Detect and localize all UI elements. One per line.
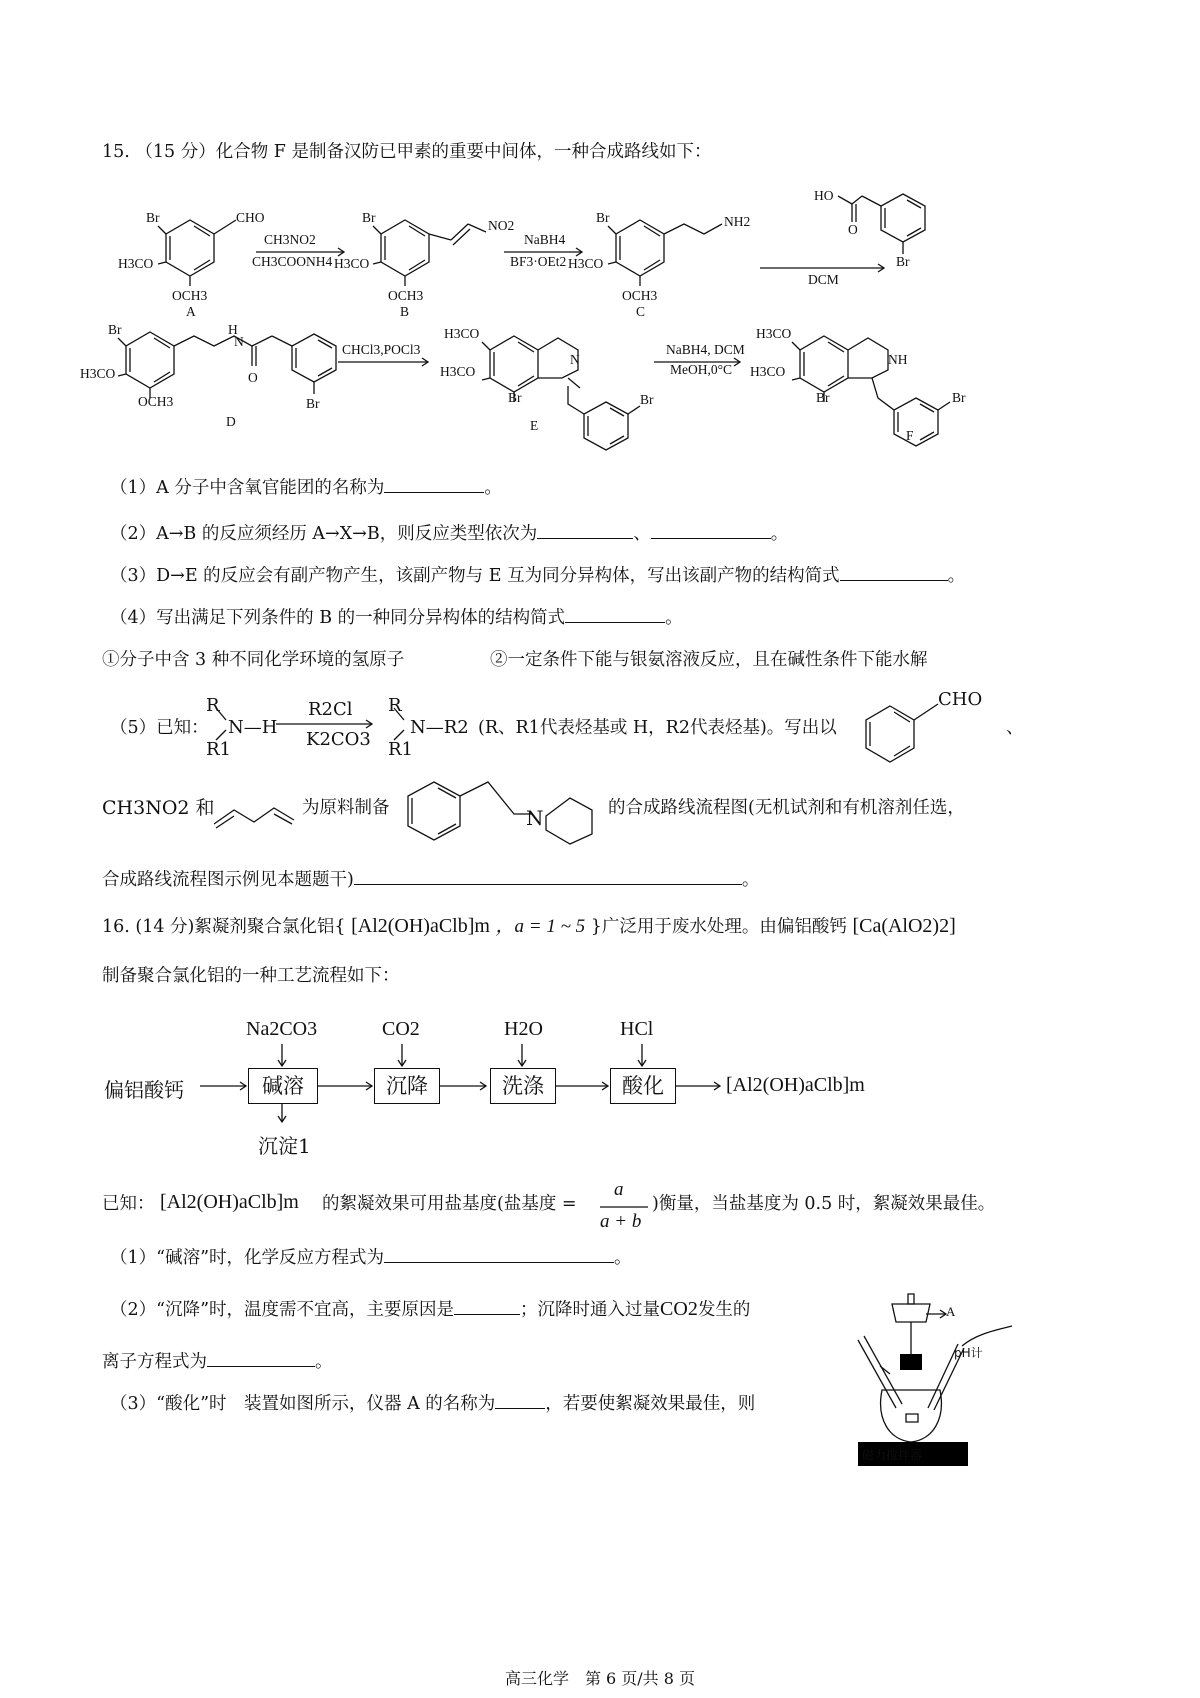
- q16-1: （1）“碱溶”时，化学反应方程式为 。: [110, 1244, 632, 1270]
- q5-line2c: 的合成路线流程图(无机试剂和有机溶剂任选，: [608, 798, 965, 818]
- q5-nh: N—H: [228, 717, 278, 738]
- b-h3co: H3CO: [334, 256, 370, 271]
- reagent-de-top: CHCl3,POCl3: [342, 342, 421, 357]
- label-c: C: [636, 304, 646, 319]
- flow-step-2: 沉降: [374, 1068, 440, 1104]
- c-nh2: NH2: [724, 214, 751, 229]
- q5-line2b: 为原料制备: [302, 798, 390, 818]
- target-structure: [402, 768, 612, 858]
- f-h3co-top: H3CO: [756, 326, 792, 341]
- q16-2: （2）“沉降”时，温度需不宜高，主要原因是 ；沉降时通入过量CO2发生的: [110, 1298, 751, 1320]
- q15-4: （4）写出满足下列条件的 B 的一种同分异构体的结构简式 。: [110, 604, 683, 630]
- c-h3co: H3CO: [568, 256, 604, 271]
- q5-note: (R、R1代表烃基或 H，R2代表烃基)。写出以: [478, 718, 837, 738]
- q5-r-prod: R: [388, 695, 402, 716]
- acid-br: Br: [896, 254, 910, 269]
- q15-5-known: （5）已知：: [110, 718, 209, 738]
- flow-input-2: CO2: [382, 1018, 420, 1040]
- flow-product: [Al2(OH)aClb]m: [726, 1074, 865, 1096]
- q15-cond2: ②一定条件下能与银氨溶液反应，且在碱性条件下能水解: [490, 650, 928, 670]
- e-h3co-top: H3CO: [444, 326, 480, 341]
- q5-r1: R1: [206, 739, 232, 760]
- q5-r1-prod: R1: [388, 739, 414, 760]
- q5-sep: 、: [1006, 718, 1024, 738]
- flow-step-3: 洗涤: [490, 1068, 556, 1104]
- q15-title: 15. （15 分）化合物 F 是制备汉防已甲素的重要中间体，一种合成路线如下：: [102, 142, 712, 162]
- q5-line2a: CH3NO2 和: [102, 797, 215, 819]
- q16-3: （3）“酸化”时 装置如图所示，仪器 A 的名称为 ，若要使絮凝效果最佳，则: [110, 1390, 755, 1416]
- q5-n-prod: N—R2: [410, 717, 469, 738]
- target-n: N: [526, 806, 544, 830]
- q16-frac-num: a: [614, 1179, 624, 1200]
- flow-input-4: HCl: [620, 1018, 654, 1040]
- d-br: Br: [108, 322, 122, 337]
- f-br: Br: [816, 390, 830, 405]
- reagent-cd-bottom: DCM: [808, 272, 839, 287]
- d-n: N: [234, 334, 244, 349]
- q16-known-a: 已知：: [102, 1194, 155, 1214]
- q15-2: （2）A→B 的反应须经历 A→X→B，则反应类型依次为 、 。: [110, 520, 788, 546]
- q16-intro-2: 制备聚合氯化铝的一种工艺流程如下：: [102, 966, 400, 986]
- f-br2: Br: [952, 390, 966, 405]
- a-h3co: H3CO: [118, 256, 154, 271]
- q16-intro: 16. (14 分)絮凝剂聚合氯化铝{ [Al2(OH)aClb]m ，a = 1 ~ 5 }广泛用于废水处理。由偏铝酸钙 [Ca(AlO2)2]: [102, 915, 956, 937]
- q5-reagent-bottom: K2CO3: [306, 729, 371, 750]
- c-br: Br: [596, 210, 610, 225]
- acid-ho: HO: [814, 188, 834, 203]
- label-d: D: [226, 414, 236, 429]
- q16-known-c: )衡量，当盐基度为 0.5 时，絮凝效果最佳。: [652, 1194, 996, 1214]
- e-br2: Br: [640, 392, 654, 407]
- flow-input-1: Na2CO3: [246, 1018, 318, 1040]
- flow-step-4: 酸化: [610, 1068, 676, 1104]
- b-och3: OCH3: [388, 288, 424, 303]
- benzaldehyde-cho: CHO: [938, 689, 983, 710]
- apparatus-drawing: [836, 1290, 1006, 1470]
- flow-input-3: H2O: [504, 1018, 543, 1040]
- a-och3: OCH3: [172, 288, 208, 303]
- q16-2-ionic: 离子方程式为 。: [102, 1348, 333, 1374]
- q5-reagent-top: R2Cl: [308, 699, 353, 720]
- flow-step-1: 碱溶: [248, 1068, 318, 1104]
- reagent-bc-top: NaBH4: [524, 232, 566, 247]
- q16-known-formula: [Al2(OH)aClb]m: [160, 1191, 299, 1213]
- e-h3co: H3CO: [440, 364, 476, 379]
- reagent-ab-bottom: CH3COONH4: [252, 254, 333, 269]
- e-n: N: [570, 352, 580, 367]
- a-cho: CHO: [236, 210, 265, 225]
- d-och3: OCH3: [138, 394, 174, 409]
- apparatus-label-ph: pH计: [954, 1346, 983, 1360]
- page-footer: 高三化学 第 6 页/共 8 页: [504, 1669, 696, 1688]
- flow-start: 偏铝酸钙: [104, 1078, 184, 1102]
- reagent-ef-top: NaBH4, DCM: [666, 342, 745, 357]
- q15-3: （3）D→E 的反应会有副产物产生，该副产物与 E 互为同分异构体，写出该副产物的结构简式 。: [110, 562, 965, 588]
- flow-byproduct: 沉淀1: [258, 1134, 311, 1158]
- q16-known-b: 的絮凝效果可用盐基度(盐基度 =: [322, 1194, 577, 1214]
- apparatus-label-a: A: [946, 1304, 956, 1319]
- c-och3: OCH3: [622, 288, 658, 303]
- label-a: A: [186, 304, 196, 319]
- q15-1: （1）A 分子中含氧官能团的名称为 。: [110, 474, 502, 500]
- q5-line3: 合成路线流程图示例见本题题干) 。: [102, 866, 759, 892]
- q16-frac-den: a + b: [600, 1211, 642, 1232]
- d-h: H: [228, 322, 238, 337]
- d-h3co: H3CO: [80, 366, 116, 381]
- butadiene-structure: [210, 792, 300, 832]
- b-br: Br: [362, 210, 376, 225]
- label-f: F: [906, 428, 914, 443]
- d-br2: Br: [306, 396, 320, 411]
- reagent-ab-top: CH3NO2: [264, 232, 316, 247]
- label-b: B: [400, 304, 410, 319]
- e-br: Br: [508, 390, 522, 405]
- apparatus-label-stirrer: 磁力搅拌器: [862, 1448, 923, 1462]
- a-br: Br: [146, 210, 160, 225]
- scheme-row1: [0, 190, 1200, 520]
- label-e: E: [530, 418, 539, 433]
- q15-cond1: ①分子中含 3 种不同化学环境的氢原子: [102, 650, 405, 670]
- d-o: O: [248, 370, 258, 385]
- q5-r: R: [206, 695, 220, 716]
- f-nh: NH: [888, 352, 908, 367]
- reagent-ef-bottom: MeOH,0°C: [670, 362, 733, 377]
- reagent-bc-bottom: BF3·OEt2: [510, 254, 567, 269]
- b-no2: NO2: [488, 218, 515, 233]
- acid-o: O: [848, 222, 858, 237]
- f-h3co: H3CO: [750, 364, 786, 379]
